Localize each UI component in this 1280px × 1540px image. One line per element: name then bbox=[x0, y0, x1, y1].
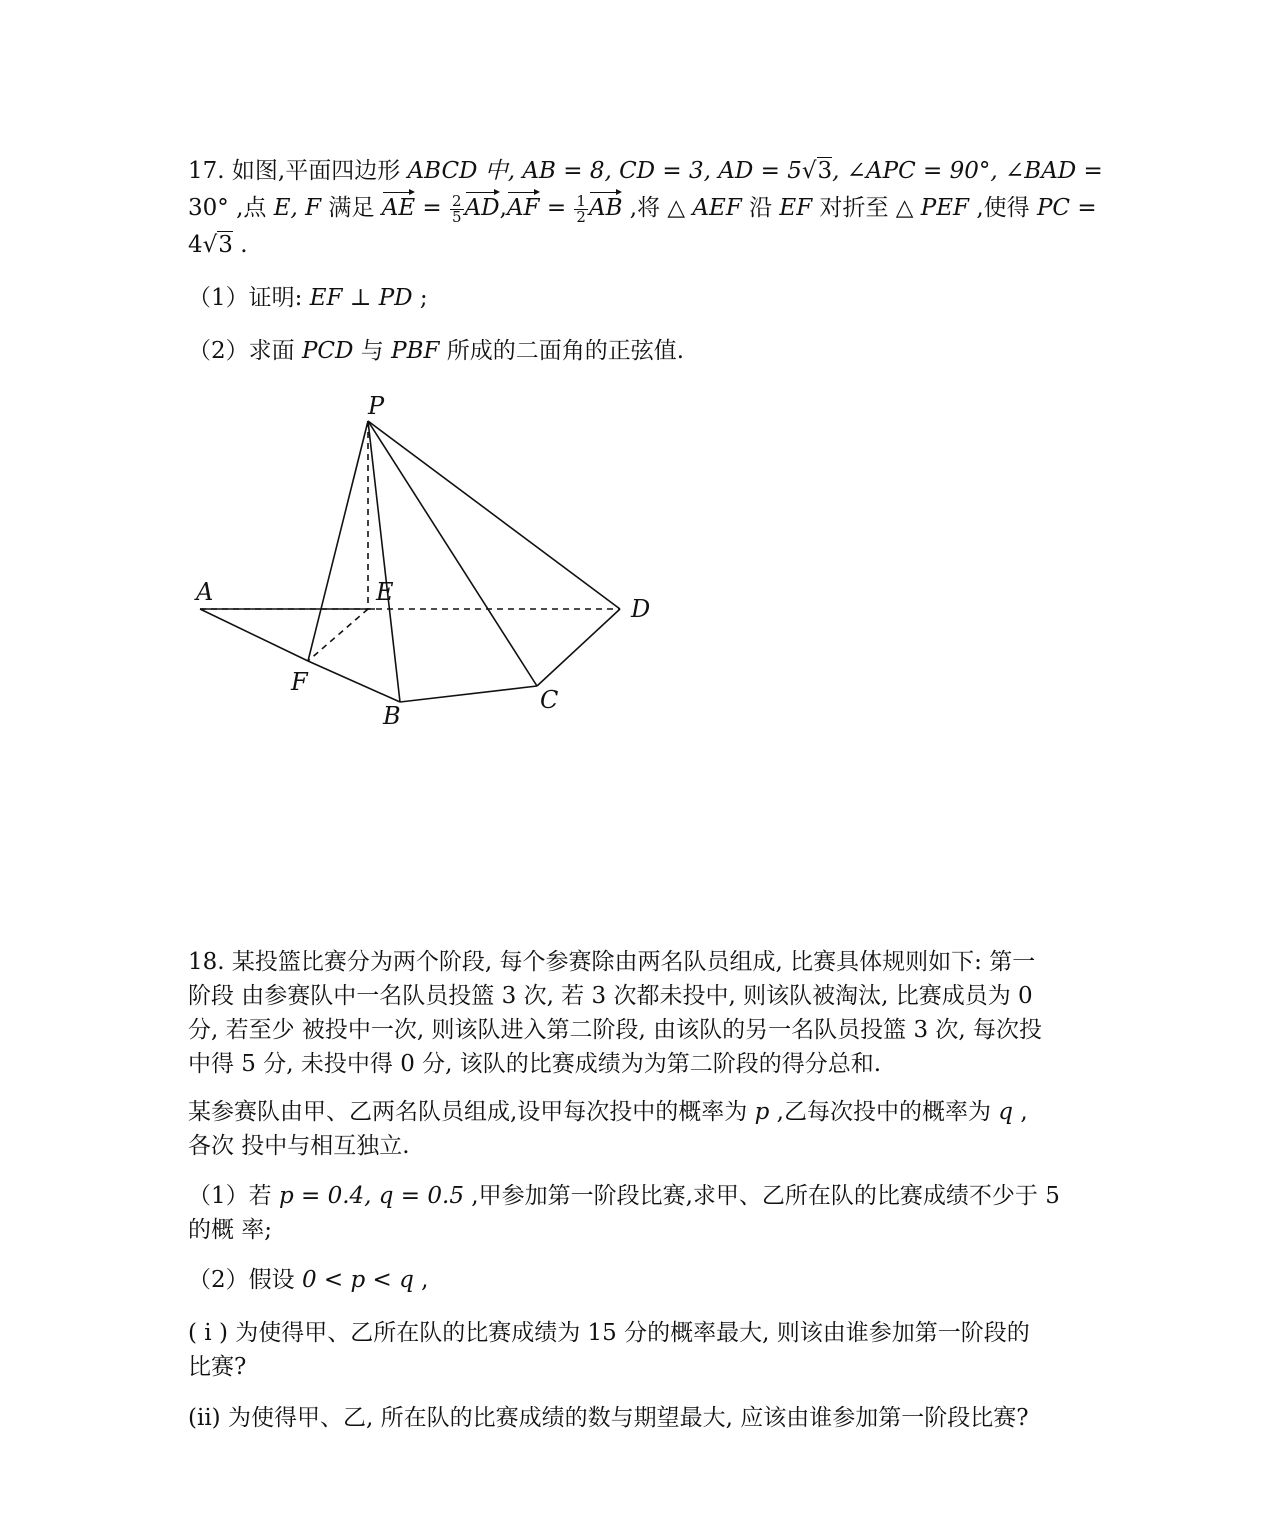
edge-af bbox=[200, 609, 308, 661]
sqrt-symbol: √3 bbox=[801, 158, 833, 184]
text: 与 bbox=[353, 338, 392, 364]
fraction bbox=[574, 191, 588, 226]
text-line: 各次 投中与相互独立. bbox=[188, 1133, 410, 1159]
text: ,使得 bbox=[969, 195, 1037, 221]
math: , ∠APC = 90°, ∠BAD = bbox=[832, 158, 1103, 184]
edge-cd bbox=[537, 609, 620, 686]
label-b: B bbox=[383, 702, 401, 730]
problem-18-part-2-i bbox=[188, 1316, 1098, 1384]
math: ABCD 中, AB = 8, CD = 3, AD = 5 bbox=[407, 158, 802, 184]
label-c: C bbox=[540, 686, 559, 714]
label-p: P bbox=[368, 392, 385, 420]
text: = bbox=[539, 195, 574, 221]
problem-18-part-2 bbox=[188, 1262, 1098, 1298]
text: = bbox=[415, 195, 450, 221]
problem-17-part-2 bbox=[188, 333, 1098, 369]
text: 满足 bbox=[321, 195, 382, 221]
numerator: 1 bbox=[576, 191, 586, 210]
math: E, F bbox=[273, 195, 322, 221]
problem-18-setup bbox=[188, 1095, 1098, 1163]
text: 所成的二面角的正弦值. bbox=[439, 338, 685, 364]
label-e: E bbox=[376, 578, 394, 606]
text: , bbox=[1013, 1099, 1028, 1125]
sqrt-symbol: √3 bbox=[202, 232, 233, 258]
vector-ae: AE bbox=[382, 190, 415, 226]
text-line: 分, 若至少 被投中一次, 则该队进入第二阶段, 由该队的另一名队员投篮 3 次, 每次投 bbox=[188, 1017, 1043, 1043]
numerator: 2 bbox=[452, 191, 462, 210]
radicand: 3 bbox=[817, 158, 833, 184]
text: ; bbox=[412, 285, 428, 311]
text: （2）假设 bbox=[188, 1267, 302, 1293]
text: 对折至 △ bbox=[812, 195, 921, 221]
radicand: 3 bbox=[218, 232, 233, 258]
text: （1）若 bbox=[188, 1183, 279, 1209]
text: （1）证明: bbox=[188, 285, 310, 311]
text: , bbox=[413, 1267, 429, 1293]
problem-18-rules bbox=[188, 945, 1098, 1081]
text-line: 的概 率; bbox=[188, 1217, 273, 1243]
problem-17-line-1 bbox=[188, 153, 1103, 189]
text: ,将 △ bbox=[622, 195, 693, 221]
text-line: (ii) 为使得甲、乙, 所在队的比赛成绩的数与期望最大, 应该由谁参加第一阶段比赛? bbox=[188, 1405, 1029, 1431]
text: ,甲参加第一阶段比赛,求甲、乙所在队的比赛成绩不少于 5 bbox=[463, 1183, 1060, 1209]
vector-ad: AD bbox=[465, 190, 500, 226]
problem-17-statement bbox=[188, 153, 1103, 263]
label-a: A bbox=[196, 578, 214, 606]
problem-17-line-2 bbox=[188, 190, 1098, 226]
text-line: 阶段 由参赛队中一名队员投篮 3 次, 若 3 次都未投中, 则该队被淘汰, 比赛成员为 0 bbox=[188, 983, 1033, 1009]
denominator: 5 bbox=[452, 207, 462, 226]
text: ,乙每次投中的概率为 bbox=[769, 1099, 999, 1125]
math: PEF bbox=[920, 195, 970, 221]
math: PBF bbox=[391, 338, 440, 364]
problem-17-line-3 bbox=[188, 227, 1098, 263]
math: 0 < p < q bbox=[301, 1267, 414, 1293]
math: EF bbox=[779, 195, 813, 221]
problem-18-part-2-ii bbox=[188, 1400, 1098, 1436]
text: 30° ,点 bbox=[188, 195, 274, 221]
text-line: 18. 某投篮比赛分为两个阶段, 每个参赛除由两名队员组成, 比赛具体规则如下: 第一 bbox=[188, 949, 1036, 975]
text-line: 比赛? bbox=[188, 1354, 247, 1380]
denominator: 2 bbox=[576, 207, 586, 226]
text: 某参赛队由甲、乙两名队员组成,设甲每次投中的概率为 bbox=[188, 1099, 755, 1125]
problem-17-part-1 bbox=[188, 280, 1098, 316]
math: PC = bbox=[1036, 195, 1097, 221]
math: p bbox=[754, 1099, 770, 1125]
text: （2）求面 bbox=[188, 338, 302, 364]
vector-af: AF bbox=[507, 190, 540, 226]
text: 17. 如图,平面四边形 bbox=[188, 158, 408, 184]
math: AEF bbox=[692, 195, 742, 221]
edge-bc bbox=[400, 686, 537, 702]
math: EF ⊥ PD bbox=[309, 285, 413, 311]
vector-ab: AB bbox=[589, 190, 623, 226]
text: . bbox=[232, 232, 248, 258]
text: , bbox=[499, 195, 507, 221]
text: 沿 bbox=[741, 195, 780, 221]
fraction bbox=[450, 191, 464, 226]
edge-pd bbox=[368, 421, 620, 609]
edge-pf bbox=[308, 421, 368, 661]
math: q bbox=[998, 1099, 1014, 1125]
label-f: F bbox=[291, 668, 308, 696]
text-line: 中得 5 分, 未投中得 0 分, 该队的比赛成绩为为第二阶段的得分总和. bbox=[188, 1051, 882, 1077]
math: p = 0.4, q = 0.5 bbox=[278, 1183, 464, 1209]
label-d: D bbox=[631, 595, 651, 623]
edge-ef-dashed bbox=[308, 609, 368, 661]
problem-18-part-1 bbox=[188, 1179, 1098, 1247]
text: 4 bbox=[188, 232, 203, 258]
edge-fb bbox=[308, 661, 400, 702]
math: PCD bbox=[301, 338, 354, 364]
pyramid-figure bbox=[180, 385, 680, 730]
text-line: ( i ) 为使得甲、乙所在队的比赛成绩为 15 分的概率最大, 则该由谁参加第一阶段的 bbox=[188, 1320, 1030, 1346]
